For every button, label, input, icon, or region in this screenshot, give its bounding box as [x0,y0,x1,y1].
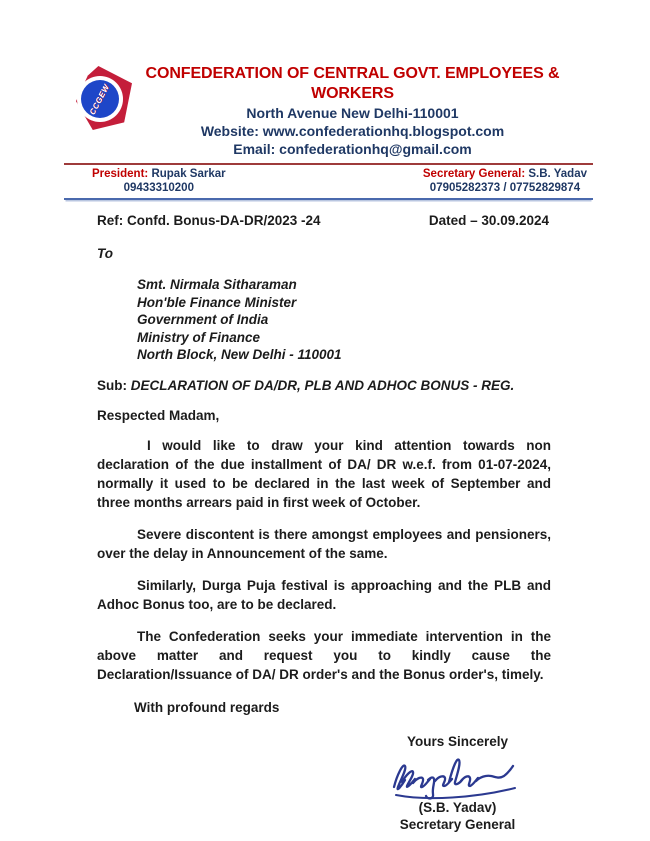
organization-website: Website: www.confederationhq.blogspot.com [200,123,505,139]
body-paragraph: The Confederation seeks your immediate intervention in the above matter and request you to kindly cause the Declaration/Issuance of DA/ DR order's and the Bonus order's, timely. [97,628,551,682]
valediction: Yours Sincerely [406,733,509,749]
president-block [92,167,226,195]
signatory-designation: Secretary General [399,816,516,832]
logo-monogram: CCGEW [88,82,112,116]
president-line [92,167,226,181]
subject-text: DECLARATION OF DA/DR, PLB AND ADHOC BONUS - REG. [130,377,515,393]
recipient-line: Smt. Nirmala Sitharaman [137,277,297,292]
president-name: Rupak Sarkar [151,168,226,180]
president-phone: 09433310200 [123,182,194,194]
recipient-address [137,276,593,364]
secretary-general-line [423,167,587,181]
recipient-line: North Block, New Delhi - 110001 [137,347,342,362]
recipient-line: Ministry of Finance [137,329,261,345]
body-paragraph: Similarly, Durga Puja festival is approaching and the PLB and Adhoc Bonus too, are to be declared. [97,577,551,612]
secretary-general-block [423,167,587,195]
reference-row [97,213,549,228]
organization-name: CONFEDERATION OF CENTRAL GOVT. EMPLOYEES & WORKERS [145,65,560,102]
reference-number: Ref: Confd. Bonus-DA-DR/2023 -24 [97,213,321,228]
secretary-general-name: S.B. Yadav [528,168,587,180]
signatory-name: (S.B. Yadav) [418,799,497,815]
officers-bar [64,163,593,200]
organization-logo-icon [76,66,134,134]
salutation: Respected Madam, [97,407,220,423]
secretary-general-phones: 07905282373 / 07752829874 [429,182,581,194]
handwritten-signature [387,751,529,801]
body-paragraph: I would like to draw your kind attention towards non declaration of the due installment of DA/ DR w.e.f. from 01-07-2024, normally it used to be declared in the last week of September and three months arrears paid in first week of October. [97,437,551,510]
body-paragraph: Severe discontent is there amongst employees and pensioners, over the delay in Announcement of the same. [97,526,551,561]
subject-label: Sub: [97,377,127,393]
letterhead-text [112,64,593,158]
organization-address: North Avenue New Delhi-110001 [246,105,459,121]
to-label: To [97,246,113,261]
closing-line: With profound regards [134,699,280,715]
recipient-line: Hon'ble Finance Minister [137,294,297,310]
subject-row [97,378,593,393]
president-label: President: [92,168,149,180]
organization-email: Email: confederationhq@gmail.com [233,141,472,157]
logo-blue-circle [81,80,119,118]
recipient-line: Government of India [137,312,269,327]
signature-block [360,733,555,833]
letterhead [64,64,593,158]
secretary-general-label: Secretary General: [422,168,526,180]
letter-date: Dated – 30.09.2024 [428,213,549,228]
